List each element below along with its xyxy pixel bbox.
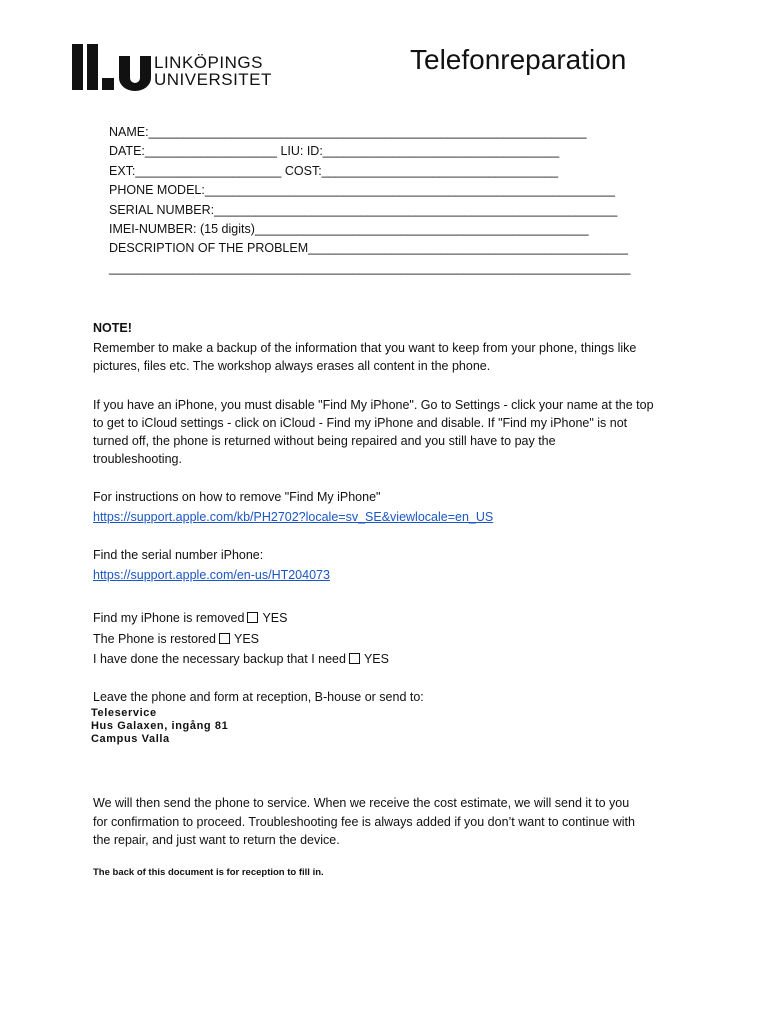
iphone-paragraph-line-3: turned off, the phone is returned without being repaired and you still have to pay the (93, 434, 556, 448)
serial-number-field[interactable]: SERIAL NUMBER:__________________________________________________________ (109, 203, 618, 217)
ext-cost-field[interactable]: EXT:_____________________ COST:__________________________________ (109, 164, 559, 178)
problem-description-extra-line[interactable]: ___________________________________________________________________________ (109, 261, 631, 275)
closing-line-3: the repair, and just want to return the device. (93, 833, 340, 847)
phone-model-field[interactable]: PHONE MODEL:___________________________________________________________ (109, 183, 616, 197)
closing-line-2: for confirmation to proceed. Troubleshooting fee is always added if you don’t want to continue with (93, 815, 635, 829)
checklist-answer: YES (363, 652, 389, 666)
closing-line-1: We will then send the phone to service. When we receive the cost estimate, we will send it to you (93, 796, 630, 810)
backup-paragraph-line-1: Remember to make a backup of the information that you want to keep from your phone, things like (93, 341, 637, 355)
checkbox-phone-restored[interactable] (219, 633, 230, 644)
back-of-document-note: The back of this document is for reception to fill in. (93, 867, 324, 878)
address-line-3: Campus Valla (91, 733, 170, 745)
iphone-paragraph-line-2: to get to iCloud settings - click on iCloud - Find my iPhone and disable. If "Find my iPhone" is not (93, 416, 628, 430)
serial-number-link[interactable]: https://support.apple.com/en-us/HT204073 (93, 568, 330, 582)
checklist-text: The Phone is restored (93, 632, 216, 646)
delivery-intro: Leave the phone and form at reception, B-house or send to: (93, 690, 424, 704)
page-title: Telefonreparation (410, 44, 627, 75)
find-my-instructions-label: For instructions on how to remove "Find My iPhone" (93, 490, 381, 504)
address-line-1: Teleservice (91, 707, 157, 719)
checklist-answer: YES (234, 632, 260, 646)
find-my-iphone-link[interactable]: https://support.apple.com/kb/PH2702?locale=sv_SE&viewlocale=en_US (93, 510, 494, 524)
logo-line-1: LINKÖPINGS (154, 53, 263, 72)
serial-instructions-label: Find the serial number iPhone: (93, 548, 264, 562)
note-heading: NOTE! (93, 321, 132, 335)
logo-line-2: UNIVERSITET (154, 70, 272, 89)
checklist-item-backup-done (93, 650, 389, 668)
imei-number-field[interactable]: IMEI-NUMBER: (15 digits)________________________________________________ (109, 222, 589, 236)
iphone-paragraph-line-1: If you have an iPhone, you must disable "Find My iPhone". Go to Settings - click your name at the top (93, 398, 654, 412)
checklist-item-phone-restored (93, 630, 259, 648)
checklist-item-find-my-removed (93, 609, 287, 627)
checklist-text: I have done the necessary backup that I need (93, 652, 346, 666)
name-field[interactable]: NAME:_______________________________________________________________ (109, 125, 587, 139)
address-line-2: Hus Galaxen, ingång 81 (91, 720, 229, 732)
liu-logo-mark-icon (72, 44, 152, 92)
checklist-answer: YES (262, 611, 288, 625)
date-liu-id-field[interactable]: DATE:___________________ LIU: ID:__________________________________ (109, 144, 560, 158)
problem-description-field[interactable]: DESCRIPTION OF THE PROBLEM______________________________________________ (109, 241, 628, 255)
logo-wordmark (154, 54, 272, 88)
checkbox-backup-done[interactable] (349, 653, 360, 664)
backup-paragraph-line-2: pictures, files etc. The workshop always erases all content in the phone. (93, 359, 491, 373)
iphone-paragraph-line-4: troubleshooting. (93, 452, 182, 466)
checklist-text: Find my iPhone is removed (93, 611, 245, 625)
checkbox-find-my-removed[interactable] (247, 612, 258, 623)
